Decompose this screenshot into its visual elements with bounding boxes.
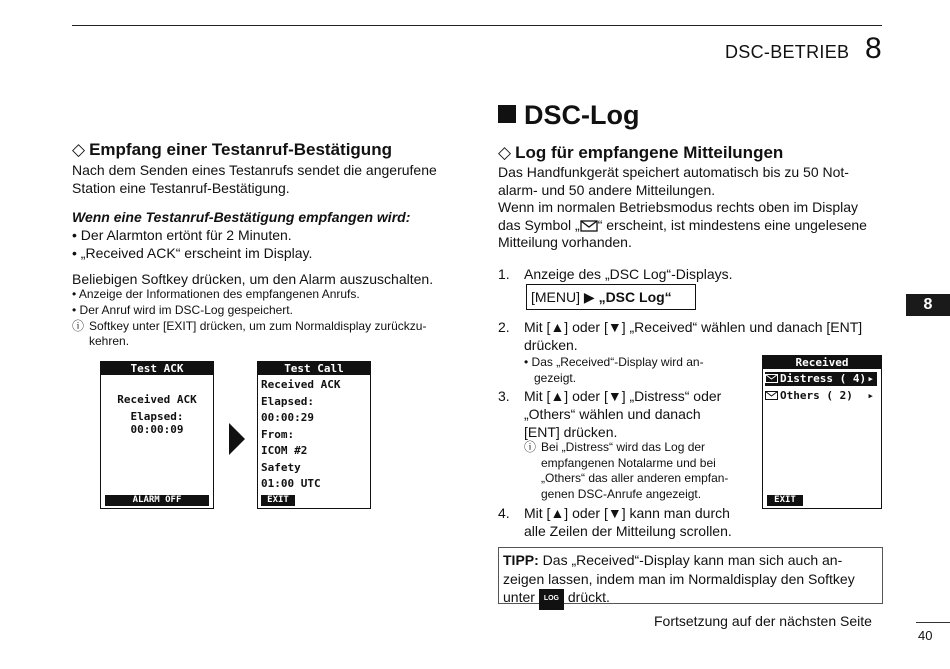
when-heading: Wenn eine Testanruf-Bestätigung empfangen wird: <box>72 209 411 225</box>
para-line: das Symbol „ “ erscheint, ist mindestens eine ungelesene <box>498 216 867 236</box>
note-3b: kehren. <box>89 334 130 348</box>
lcd-line: Received ACK <box>117 393 197 406</box>
step-number: 2. <box>498 319 510 335</box>
note-3a: Softkey unter [EXIT] drücken, um zum Normaldisplay zurückzu- <box>89 319 427 333</box>
tip-box: TIPP: Das „Received“-Display kann man sich auch an- zeigen lassen, indem man im Normaldisplay den Softkey unter LOG drückt. <box>498 547 883 604</box>
right-subheading: ◇ Log für empfangene Mitteilungen <box>498 143 784 162</box>
step-number: 3. <box>498 388 510 404</box>
chevron-right-icon: ▸ <box>867 372 874 385</box>
step-2-note: gezeigt. <box>534 371 577 385</box>
menu-path: [MENU] ▶ „DSC Log“ <box>526 284 696 310</box>
square-bullet-icon <box>498 105 516 123</box>
tip-line: zeigen lassen, indem man im Normaldisplay den Softkey <box>503 570 855 587</box>
envelope-icon <box>765 390 778 404</box>
exit-softkey[interactable]: EXIT <box>767 495 803 506</box>
others-menu-item[interactable]: Others ( 2) ▸ <box>765 389 877 403</box>
step-3-note: empfangenen Notalarme und bei <box>541 456 716 470</box>
step-3-note: genen DSC-Anrufe angezeigt. <box>541 487 702 501</box>
chevron-right-icon: ▸ <box>867 389 874 402</box>
exit-softkey[interactable]: EXIT <box>261 495 295 506</box>
step-3c: [ENT] drücken. <box>524 424 618 440</box>
left-intro-1: Nach dem Senden eines Testanrufs sendet die angerufene <box>72 162 437 178</box>
para-line: Mitteilung vorhanden. <box>498 234 632 250</box>
lcd-line: ICOM #2 <box>261 444 308 457</box>
lcd-line: Elapsed: 00:00:29 <box>261 394 314 424</box>
lcd-title: Test ACK <box>101 362 213 375</box>
chapter-number: 8 <box>865 32 882 65</box>
lcd-test-call <box>257 361 371 509</box>
step-number: 4. <box>498 505 510 521</box>
lcd-line: 01:00 UTC <box>261 477 321 490</box>
lcd-test-ack <box>100 361 214 509</box>
section-title: DSC-BETRIEB <box>725 42 850 62</box>
note-2: • Der Anruf wird im DSC-Log gespeichert. <box>72 303 293 317</box>
envelope-icon <box>765 373 778 387</box>
step-1: Anzeige des „DSC Log“-Displays. <box>524 266 733 282</box>
diamond-icon: ◇ <box>72 140 86 159</box>
step-4b: alle Zeilen der Mitteilung scrollen. <box>524 523 732 539</box>
lcd-line: Safety <box>261 460 301 474</box>
continue-note: Fortsetzung auf der nächsten Seite <box>654 613 872 629</box>
diamond-icon: ◇ <box>498 143 512 162</box>
lcd-title: Received <box>763 356 881 369</box>
step-2-note: • Das „Received“-Display wird an- <box>524 355 704 369</box>
log-key-icon: LOG <box>539 589 564 610</box>
step-number: 1. <box>498 266 510 282</box>
page-number-rule <box>916 622 950 623</box>
lcd-received <box>762 355 882 509</box>
header-rule <box>72 25 882 26</box>
bullet-2: • „Received ACK“ erscheint im Display. <box>72 245 313 261</box>
step-3a: Mit [▲] oder [▼] „Distress“ oder <box>524 388 722 404</box>
lcd-line: Elapsed: 00:00:09 <box>130 410 184 436</box>
play-arrow-icon: ▶ <box>583 289 595 305</box>
para-line: Das Handfunkgerät speichert automatisch bis zu 50 Not- <box>498 164 849 180</box>
alarm-off-softkey[interactable]: ALARM OFF <box>105 495 209 506</box>
left-heading: ◇ Empfang einer Testanruf-Bestätigung <box>72 140 392 159</box>
para-line: alarm- und 50 andere Mitteilungen. <box>498 182 716 198</box>
lcd-line: From: <box>261 427 295 441</box>
bullet-1: • Der Alarmton ertönt für 2 Minuten. <box>72 227 292 243</box>
page-number: 40 <box>918 628 933 643</box>
chapter-tab: 8 <box>906 294 950 316</box>
left-intro-2: Station eine Testanruf-Bestätigung. <box>72 180 290 196</box>
step-4a: Mit [▲] oder [▼] kann man durch <box>524 505 730 521</box>
lcd-line: Received ACK <box>261 378 341 391</box>
step-3-note: Bei „Distress“ wird das Log der <box>541 440 706 454</box>
para-line: Wenn im normalen Betriebsmodus rechts oben im Display <box>498 199 859 215</box>
step-2a: Mit [▲] oder [▼] „Received“ wählen und danach [ENT] <box>524 319 863 335</box>
lcd-title: Test Call <box>258 362 370 375</box>
step-2b: drücken. <box>524 337 578 353</box>
arrow-right-icon <box>229 423 245 455</box>
note-1: • Anzeige der Informationen des empfangenen Anrufs. <box>72 287 360 301</box>
step-3-note: „Others“ das aller anderen empfan- <box>541 471 729 485</box>
distress-menu-item[interactable]: Distress ( 4) ▸ <box>765 372 877 386</box>
tip-label: TIPP: <box>503 552 539 568</box>
page-title: DSC-Log <box>498 100 639 131</box>
instruction: Beliebigen Softkey drücken, um den Alarm auszuschalten. <box>72 271 434 287</box>
step-3b: „Others“ wählen und danach <box>524 406 701 422</box>
info-icon: ⓘ <box>72 319 85 333</box>
info-icon: ⓘ <box>524 440 537 454</box>
